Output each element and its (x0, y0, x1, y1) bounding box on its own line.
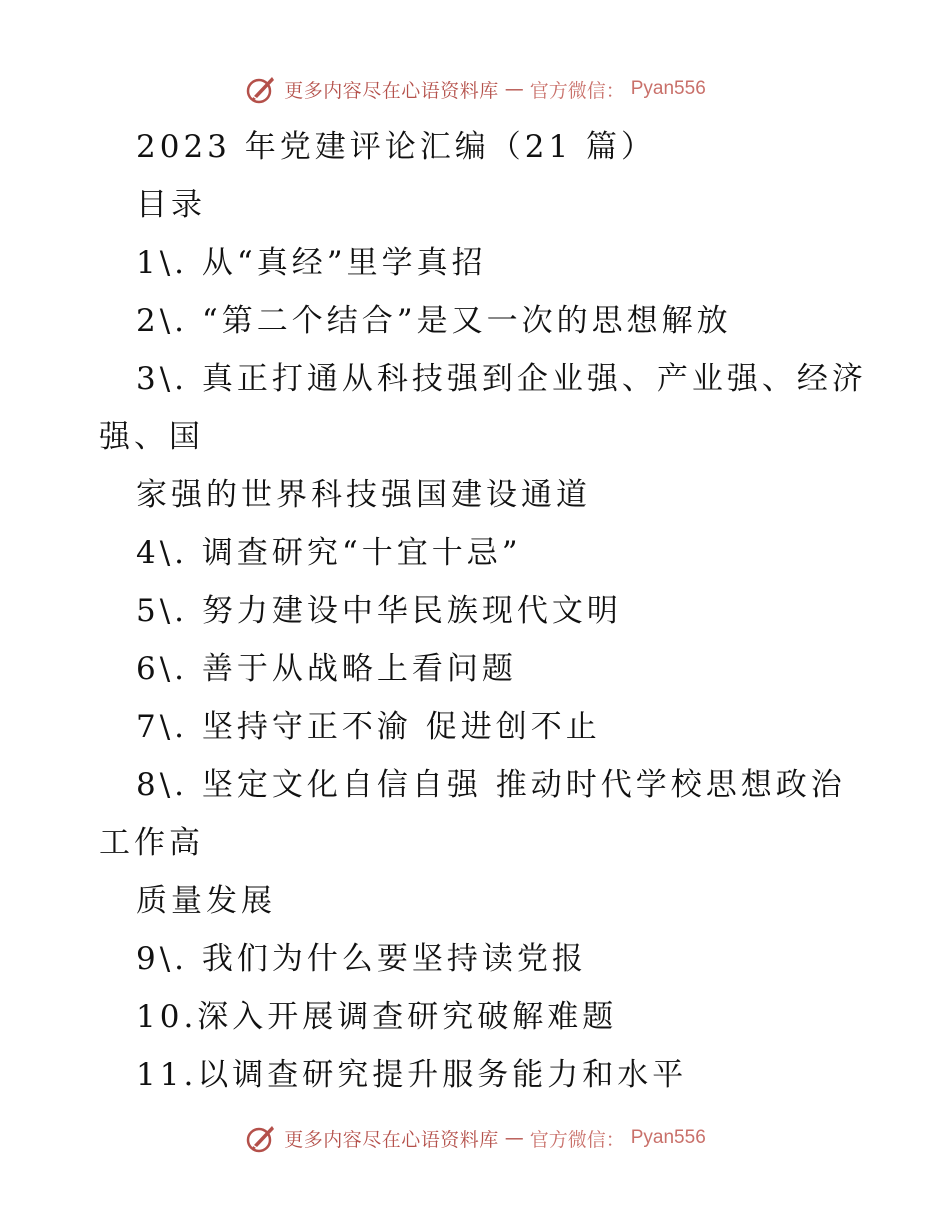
document-line: 目录 (136, 187, 206, 223)
quill-pen-logo-icon (244, 72, 278, 106)
banner-wechat-id: Pyan556 (630, 1127, 706, 1148)
banner-separator: — (504, 1127, 524, 1149)
document-line: 6\. 善于从战略上看问题 (136, 651, 517, 687)
footer-watermark-banner (0, 1121, 950, 1155)
document-line: 家强的世界科技强国建设通道 (136, 477, 591, 513)
document-line: 10.深入开展调查研究破解难题 (136, 999, 618, 1035)
quill-pen-logo-icon (244, 1121, 278, 1155)
document-body (0, 118, 950, 1104)
document-line: 9\. 我们为什么要坚持读党报 (136, 941, 587, 977)
banner-label: 官方微信： (529, 1128, 625, 1151)
header-watermark-banner (0, 72, 950, 106)
document-line: 8\. 坚定文化自信自强 推动时代学校思想政治 (136, 767, 846, 803)
document-line: 2023 年党建评论汇编（21 篇） (136, 129, 657, 165)
document-line: 7\. 坚持守正不渝 促进创不止 (136, 709, 601, 745)
document-line: 2\. “第二个结合”是又一次的思想解放 (136, 303, 732, 339)
document-line: 4\. 调查研究“十宜十忌” (136, 535, 522, 571)
banner-separator: — (504, 78, 524, 100)
banner-label: 官方微信： (529, 79, 625, 102)
document-line: 质量发展 (136, 883, 276, 919)
document-line: 强、国 (99, 419, 204, 455)
document-line: 工作高 (99, 825, 204, 861)
banner-brand-text: 更多内容尽在心语资料库 (284, 79, 499, 102)
document-line: 5\. 努力建设中华民族现代文明 (136, 593, 622, 629)
document-line: 3\. 真正打通从科技强到企业强、产业强、经济 (136, 361, 867, 397)
document-line: 11.以调查研究提升服务能力和水平 (136, 1057, 688, 1093)
banner-brand-text: 更多内容尽在心语资料库 (284, 1128, 499, 1151)
document-line: 1\. 从“真经”里学真招 (136, 245, 487, 281)
banner-wechat-id: Pyan556 (630, 78, 706, 99)
